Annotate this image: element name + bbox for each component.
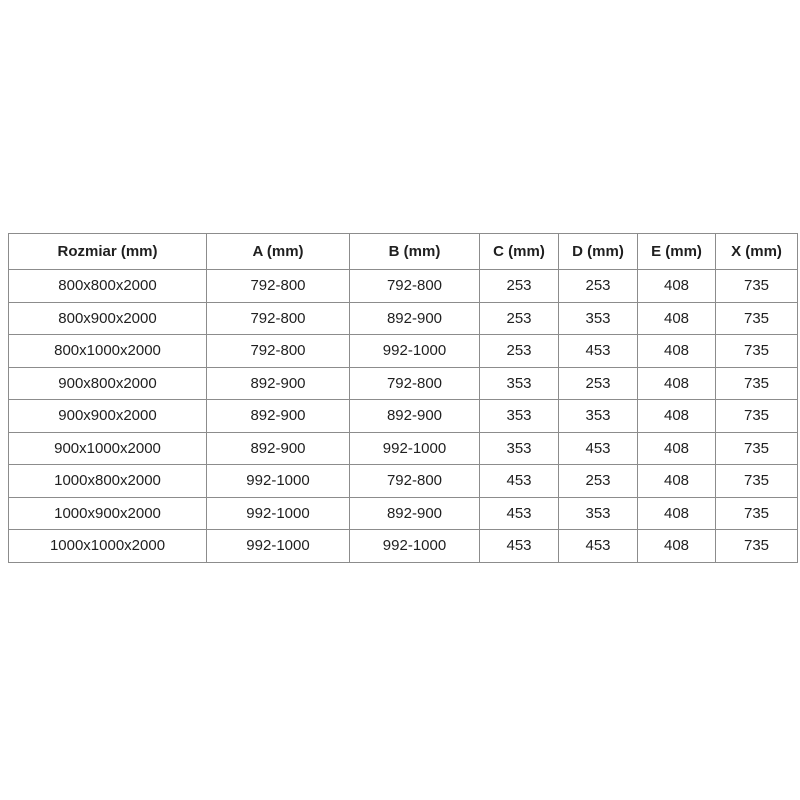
table-cell: 892-900	[207, 432, 350, 465]
table-cell: 735	[716, 335, 798, 368]
table-cell: 253	[559, 367, 638, 400]
table-cell: 900x800x2000	[9, 367, 207, 400]
table-cell: 408	[638, 400, 716, 433]
table-cell: 408	[638, 497, 716, 530]
table-cell: 1000x900x2000	[9, 497, 207, 530]
column-header: X (mm)	[716, 234, 798, 270]
table-cell: 992-1000	[350, 432, 480, 465]
table-cell: 353	[559, 400, 638, 433]
table-cell: 1000x1000x2000	[9, 530, 207, 563]
table-cell: 892-900	[207, 400, 350, 433]
table-cell: 453	[480, 530, 559, 563]
column-header: C (mm)	[480, 234, 559, 270]
table-cell: 453	[559, 432, 638, 465]
table-cell: 453	[480, 497, 559, 530]
table-cell: 892-900	[207, 367, 350, 400]
table-cell: 992-1000	[350, 530, 480, 563]
table-cell: 735	[716, 497, 798, 530]
table-cell: 792-800	[207, 270, 350, 303]
table-cell: 792-800	[207, 302, 350, 335]
table-cell: 408	[638, 335, 716, 368]
table-row	[9, 335, 798, 368]
table-cell: 800x1000x2000	[9, 335, 207, 368]
table-row	[9, 270, 798, 303]
table-cell: 900x1000x2000	[9, 432, 207, 465]
table-cell: 735	[716, 530, 798, 563]
table-cell: 408	[638, 530, 716, 563]
table-cell: 800x900x2000	[9, 302, 207, 335]
table-cell: 792-800	[350, 367, 480, 400]
table-row	[9, 302, 798, 335]
table-cell: 408	[638, 432, 716, 465]
table-cell: 892-900	[350, 400, 480, 433]
table-cell: 892-900	[350, 302, 480, 335]
table-row	[9, 530, 798, 563]
table-cell: 353	[480, 400, 559, 433]
table-cell: 792-800	[350, 270, 480, 303]
table-cell: 792-800	[207, 335, 350, 368]
table-cell: 408	[638, 270, 716, 303]
table-cell: 353	[559, 497, 638, 530]
table-cell: 253	[480, 302, 559, 335]
table-cell: 253	[480, 270, 559, 303]
table-cell: 800x800x2000	[9, 270, 207, 303]
table-cell: 900x900x2000	[9, 400, 207, 433]
column-header: D (mm)	[559, 234, 638, 270]
table-cell: 453	[559, 530, 638, 563]
table-cell: 992-1000	[350, 335, 480, 368]
table-cell: 1000x800x2000	[9, 465, 207, 498]
table-cell: 253	[559, 465, 638, 498]
table-cell: 735	[716, 270, 798, 303]
table-cell: 992-1000	[207, 465, 350, 498]
table-row	[9, 465, 798, 498]
table-cell: 408	[638, 302, 716, 335]
table-row	[9, 400, 798, 433]
column-header: A (mm)	[207, 234, 350, 270]
table-body	[9, 270, 798, 563]
table-row	[9, 497, 798, 530]
table-header-row	[9, 234, 798, 270]
column-header: E (mm)	[638, 234, 716, 270]
table-cell: 353	[559, 302, 638, 335]
table-row	[9, 367, 798, 400]
table-cell: 892-900	[350, 497, 480, 530]
table-cell: 735	[716, 367, 798, 400]
column-header: B (mm)	[350, 234, 480, 270]
table-cell: 408	[638, 465, 716, 498]
table-cell: 735	[716, 400, 798, 433]
table-row	[9, 432, 798, 465]
table-cell: 253	[480, 335, 559, 368]
table-cell: 792-800	[350, 465, 480, 498]
table-cell: 992-1000	[207, 497, 350, 530]
table-cell: 735	[716, 465, 798, 498]
table-cell: 735	[716, 302, 798, 335]
table-cell: 353	[480, 432, 559, 465]
table-cell: 453	[559, 335, 638, 368]
dimensions-table	[8, 233, 798, 563]
table-cell: 353	[480, 367, 559, 400]
table-cell: 453	[480, 465, 559, 498]
table-cell: 253	[559, 270, 638, 303]
table-cell: 735	[716, 432, 798, 465]
table-cell: 408	[638, 367, 716, 400]
table-cell: 992-1000	[207, 530, 350, 563]
column-header: Rozmiar (mm)	[9, 234, 207, 270]
